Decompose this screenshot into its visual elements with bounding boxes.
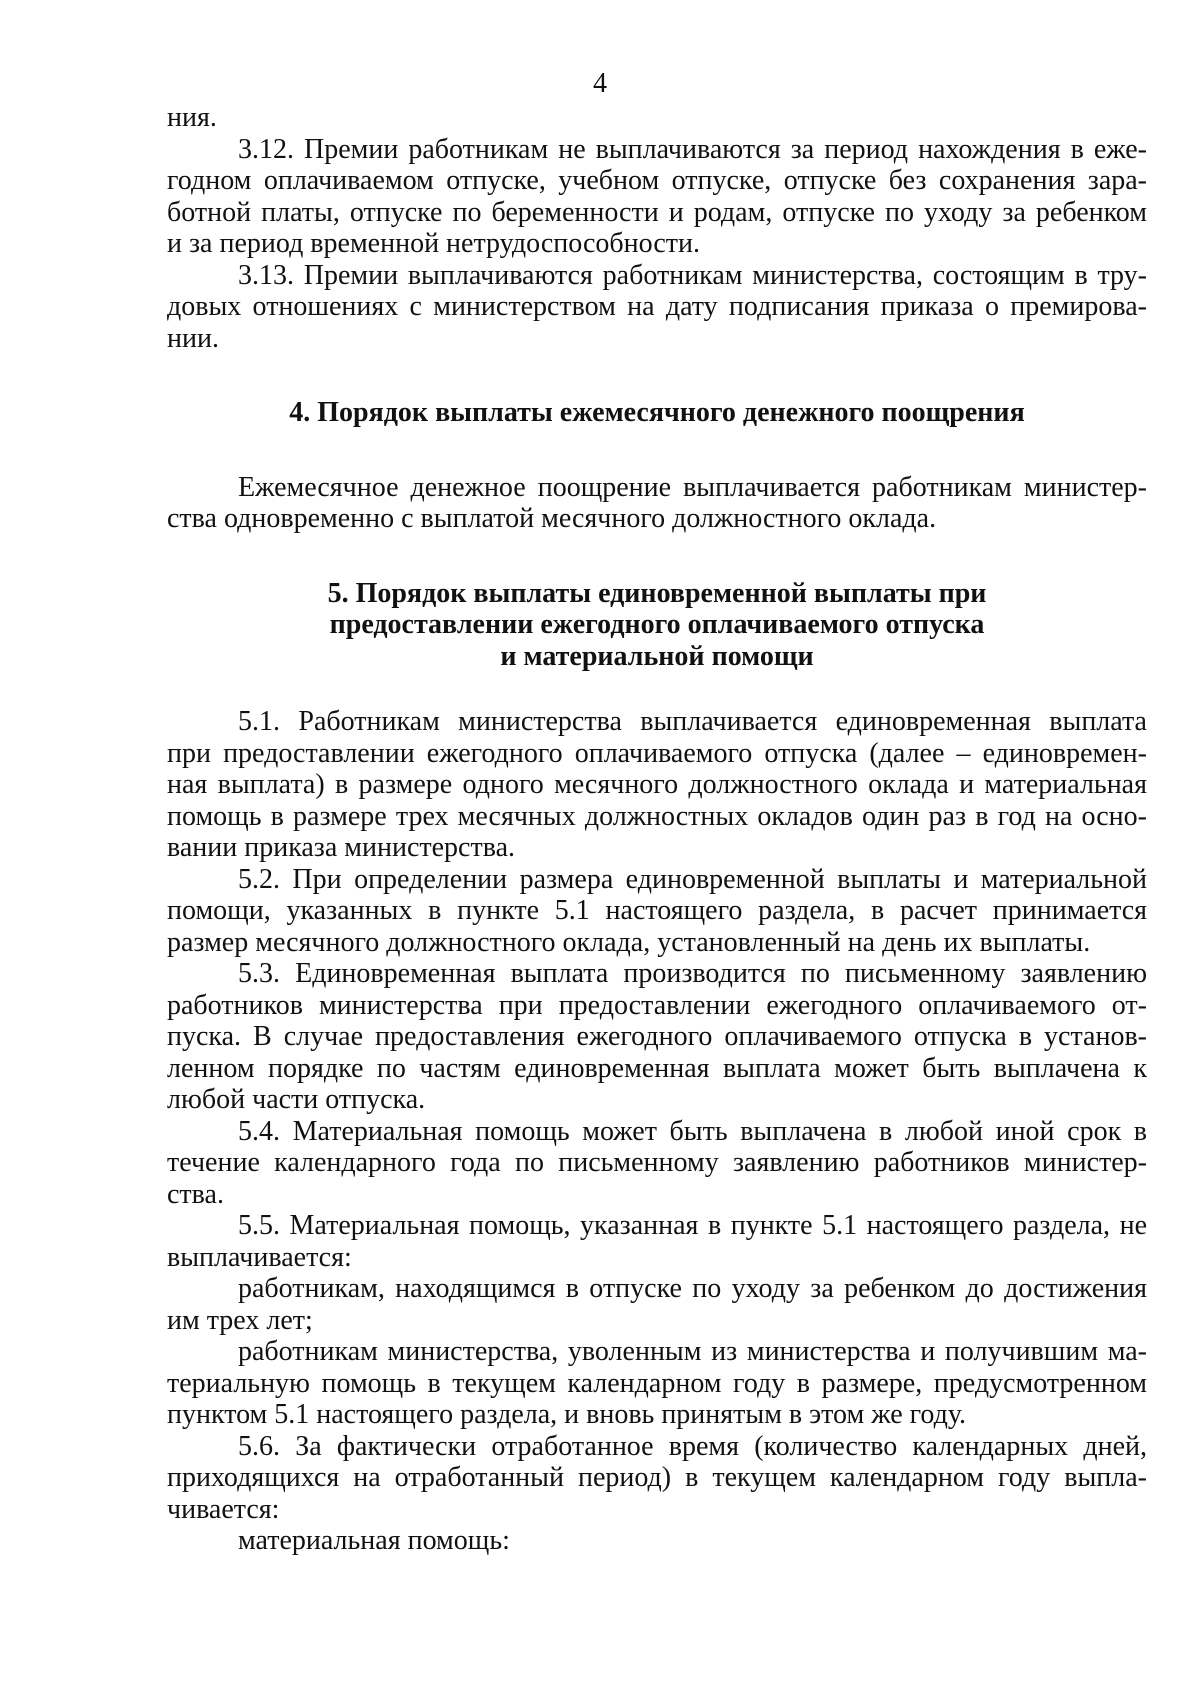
text-line: ства. <box>167 1178 224 1210</box>
text-line: работникам, находящимся в отпуске по уходу за ребенком до достижения <box>238 1273 1147 1304</box>
text-line: 3.12. Премии работникам не выплачиваются за период нахождения в еже- <box>238 133 1147 165</box>
text-line: ленном порядке по частям единовременная выплата может быть выплачена к <box>167 1052 1147 1084</box>
paragraph-5-5 <box>167 1210 1147 1273</box>
text-line: приходящихся на отработанный период) в текущем календарном году выпла- <box>167 1462 1147 1493</box>
text-line: и за период временной нетрудоспособности. <box>167 228 700 259</box>
text-line: ботной платы, отпуске по беременности и родам, отпуске по уходу за ребенком <box>167 196 1147 228</box>
text-line: чивается: <box>167 1493 280 1525</box>
text-line: им трех лет; <box>167 1304 313 1336</box>
text-line: довых отношениях с министерством на дату подписания приказа о премирова- <box>167 291 1147 322</box>
text-line: 3.13. Премии выплачиваются работникам министерства, состоящим в тру- <box>238 259 1147 291</box>
text-line: пунктом 5.1 настоящего раздела, и вновь принятым в этом же году. <box>167 1399 967 1430</box>
text-line: пуска. В случае предоставления ежегодного оплачиваемого отпуска в установ- <box>167 1021 1147 1052</box>
text-line: течение календарного года по письменному заявлению работников министер- <box>167 1147 1147 1178</box>
text-line: 5.6. За фактически отработанное время (количество календарных дней, <box>238 1430 1147 1462</box>
text-line: 5.3. Единовременная выплата производится по письменному заявлению <box>238 958 1147 989</box>
section-4-heading: 4. Порядок выплаты ежемесячного денежного поощрения <box>289 397 1025 428</box>
heading-line: и материальной помощи <box>500 640 814 672</box>
text-line: помощи, указанных в пункте 5.1 настоящего раздела, в расчет принимается <box>167 895 1147 926</box>
heading-line: 5. Порядок выплаты единовременной выплаты при <box>327 577 987 609</box>
paragraph-5-5-item-1 <box>167 1273 1147 1336</box>
text-line: 5.2. При определении размера единовременной выплаты и материальной <box>238 863 1147 895</box>
continuation-line: ния. <box>167 102 217 133</box>
paragraph-3-12 <box>167 134 1147 260</box>
text-line: любой части отпуска. <box>167 1084 426 1115</box>
paragraph-5-2 <box>167 864 1147 959</box>
text-line: 5.1. Работникам министерства выплачивается единовременная выплата <box>238 706 1147 737</box>
text-line: помощь в размере трех месячных должностных окладов один раз в год на осно- <box>167 800 1147 832</box>
text-line: нии. <box>167 322 219 354</box>
paragraph-5-6-item-1: материальная помощь: <box>238 1525 510 1556</box>
text-line: работникам министерства, уволенным из министерства и получившим ма- <box>238 1336 1147 1367</box>
text-line: териальную помощь в текущем календарном году в размере, предусмотренном <box>167 1367 1147 1399</box>
text-line: годном оплачиваемом отпуске, учебном отпуске, отпуске без сохранения зара- <box>167 165 1147 196</box>
text-line: 5.5. Материальная помощь, указанная в пункте 5.1 настоящего раздела, не <box>238 1210 1147 1241</box>
paragraph-5-6 <box>167 1431 1147 1526</box>
paragraph-4 <box>167 472 1147 535</box>
text-body <box>167 102 1147 1557</box>
text-line: при предоставлении ежегодного оплачиваемого отпуска (далее – единовремен- <box>167 737 1147 769</box>
paragraph-5-1 <box>167 706 1147 864</box>
text-line: ная выплата) в размере одного месячного должностного оклада и материальная <box>167 769 1147 800</box>
text-line: выплачивается: <box>167 1241 352 1273</box>
page-number: 4 <box>593 68 607 99</box>
paragraph-5-3 <box>167 958 1147 1116</box>
paragraph-3-13 <box>167 260 1147 355</box>
text-line: ства одновременно с выплатой месячного должностного оклада. <box>167 503 937 534</box>
paragraph-5-4 <box>167 1116 1147 1211</box>
paragraph-5-5-item-2 <box>167 1336 1147 1431</box>
heading-line: предоставлении ежегодного оплачиваемого отпуска <box>329 609 985 640</box>
text-line: вании приказа министерства. <box>167 832 516 863</box>
text-line: 5.4. Материальная помощь может быть выплачена в любой иной срок в <box>238 1115 1147 1147</box>
section-5-heading <box>167 578 1147 673</box>
text-line: размер месячного должностного оклада, установленный на день их выплаты. <box>167 926 1091 958</box>
text-line: Ежемесячное денежное поощрение выплачивается работникам министер- <box>238 471 1147 503</box>
text-line: работников министерства при предоставлении ежегодного оплачиваемого от- <box>167 989 1147 1021</box>
